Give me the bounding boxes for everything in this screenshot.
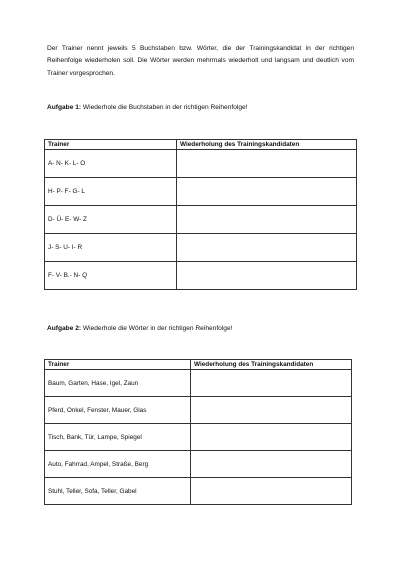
table-header-row	[45, 140, 357, 150]
header-repetition: Wiederholung des Trainingskandidaten	[191, 360, 352, 370]
table-row	[45, 234, 357, 262]
table-header-row	[45, 360, 352, 370]
table-row	[45, 424, 352, 451]
table-row	[45, 451, 352, 478]
header-trainer: Trainer	[45, 140, 177, 150]
table-row	[45, 178, 357, 206]
table-row	[45, 262, 357, 290]
table-row	[45, 397, 352, 424]
table-row	[45, 150, 357, 178]
intro-paragraph: Der Trainer nennt jeweils 5 Buchstaben bzw. Wörter, die der Trainingskandidat in der richtigen Reihenfolge wiederholen soll. Die Wörter werden mehrmals wiederholt und langsam und deutlich vom Trainer vorgesprochen.	[47, 45, 354, 77]
task2-label: Aufgabe 2:	[47, 325, 82, 332]
header-trainer: Trainer	[45, 360, 191, 370]
trainer-cell: Tisch, Bank, Tür, Lampe, Spiegel	[45, 424, 191, 451]
table-row	[45, 206, 357, 234]
trainer-cell: Pferd, Onkel, Fenster, Mauer, Glas	[45, 397, 191, 424]
task1-heading	[47, 103, 248, 112]
trainer-cell: F- V- B.- N- Q	[45, 262, 177, 290]
trainer-cell: Auto, Fahrrad, Ampel, Straße, Berg	[45, 451, 191, 478]
answer-cell	[177, 150, 357, 178]
task1-instruction: Wiederhole die Buchstaben in der richtigen Reihenfolge!	[81, 104, 248, 111]
task2-table	[44, 359, 352, 505]
table-row	[45, 478, 352, 505]
answer-cell	[177, 262, 357, 290]
answer-cell	[177, 234, 357, 262]
answer-cell	[191, 424, 352, 451]
header-repetition: Wiederholung des Trainingskandidaten	[177, 140, 357, 150]
trainer-cell: H- P- F- G- L	[45, 178, 177, 206]
task2-heading	[47, 324, 232, 333]
answer-cell	[191, 478, 352, 505]
answer-cell	[177, 178, 357, 206]
trainer-cell: Stuhl, Teller, Sofa, Teller, Gabel	[45, 478, 191, 505]
trainer-cell: D- Ü- E- W- Z	[45, 206, 177, 234]
trainer-cell: J- S- U- I- R	[45, 234, 177, 262]
task2-instruction: Wiederhole die Wörter in der richtigen Reihenfolge!	[81, 325, 233, 332]
trainer-cell: A- N- K- L- O	[45, 150, 177, 178]
answer-cell	[191, 370, 352, 397]
answer-cell	[191, 397, 352, 424]
answer-cell	[177, 206, 357, 234]
answer-cell	[191, 451, 352, 478]
task1-table	[44, 139, 357, 290]
task1-label: Aufgabe 1:	[47, 104, 82, 111]
trainer-cell: Baum, Garten, Hase, Igel, Zaun	[45, 370, 191, 397]
table-row	[45, 370, 352, 397]
